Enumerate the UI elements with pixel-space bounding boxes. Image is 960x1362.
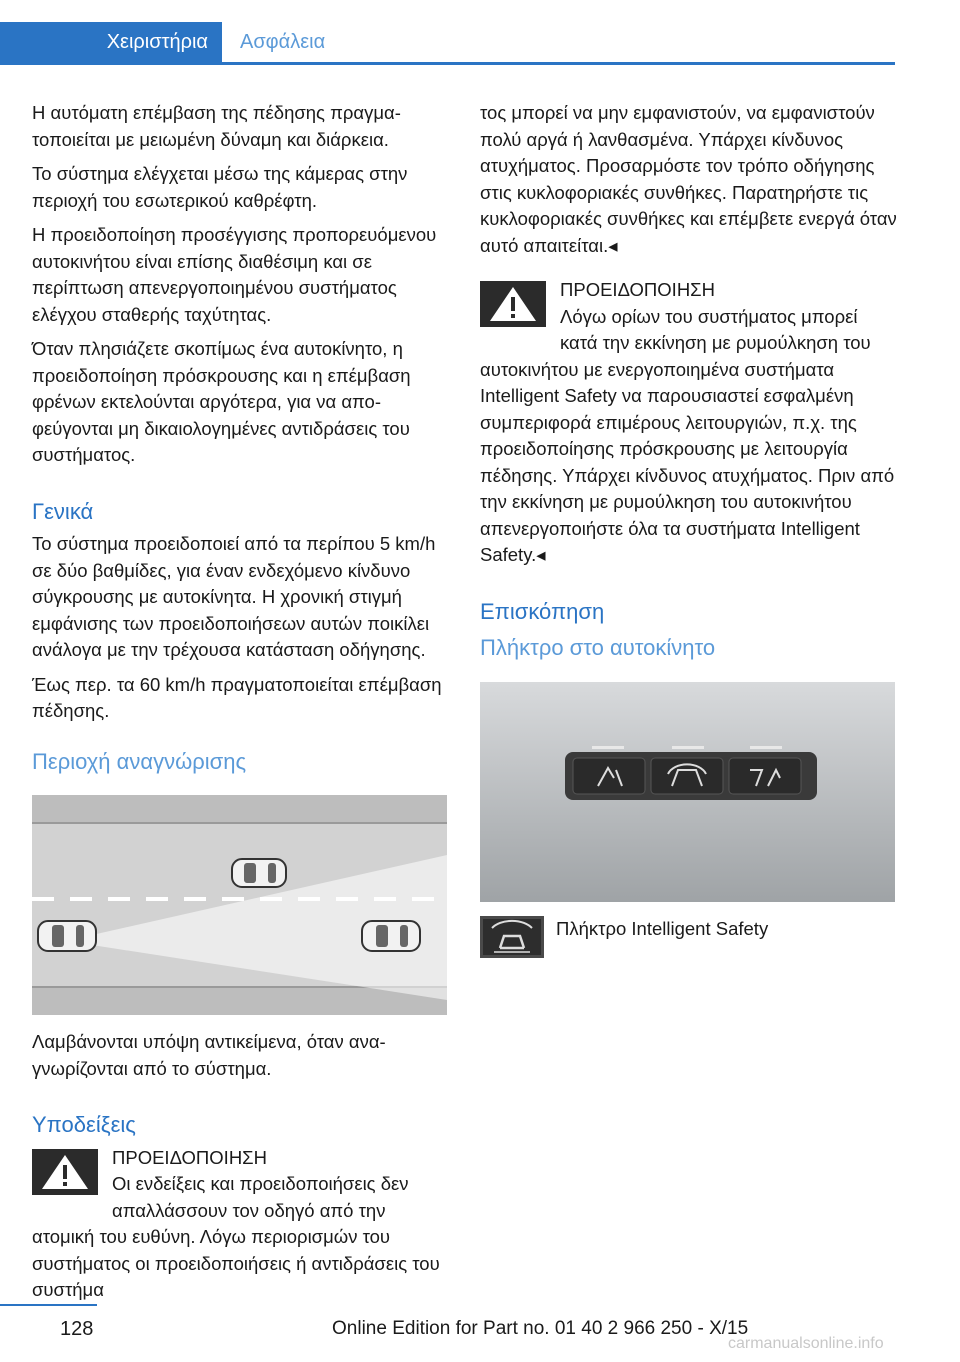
warning-block bbox=[32, 1145, 452, 1304]
legend-row bbox=[480, 916, 900, 958]
button-panel-photo bbox=[480, 682, 895, 902]
road-illustration bbox=[32, 795, 447, 1015]
paragraph: Το σύστημα ελέγχεται μέσω της κάμερας στην περιοχή του εσωτερικού καθρέφτη. bbox=[32, 163, 408, 211]
paragraph: Όταν πλησιάζετε σκοπίμως ένα αυτοκίνητο, η προειδοποίηση πρόσκρουσης και η επέμβαση φρένων εκτελούνται αργότερα, για να αποφεύγονται μη δικαιολογημένες αντιδράσεις του συστήματος. bbox=[32, 338, 411, 465]
paragraph: Το σύστημα προειδοποιεί από τα περίπου 5 km/h σε δύο βαθμίδες, για έναν ενδεχόμενο κίνδυνο σύγκρουσης με αυτοκίνητα. Η χρονική στιγμή εμφάνισης των προειδοποιήσεων αυτών ποικίλει ανάλογα με την τρέχουσα κατάσταση οδήγησης. bbox=[32, 533, 436, 660]
heading-detection-area: Περιοχή αναγνώρισης bbox=[32, 748, 247, 774]
intelligent-safety-button-icon bbox=[480, 916, 544, 958]
button-panel-illustration bbox=[480, 682, 895, 902]
car-icon bbox=[232, 859, 286, 887]
warning-triangle-icon bbox=[32, 1149, 98, 1195]
warning-title: ΠΡΟΕΙΔΟΠΟΙΗΣΗ bbox=[560, 279, 715, 300]
tab-controls[interactable]: Χειριστήρια bbox=[0, 22, 222, 62]
paragraph: Η αυτόματη επέμβαση της πέδησης πραγματοποιείται με μειωμένη δύναμη και διάρκεια. bbox=[32, 102, 401, 150]
warning-text: Οι ενδείξεις και προειδοποιήσεις δεν απαλλάσσουν τον οδηγό από την ατομική του ευθύνη. Λόγω περιορισμών του συστήματος οι προειδοποιήσεις ή αντιδράσεις του συστήμα bbox=[32, 1173, 440, 1300]
warning-title: ΠΡΟΕΙΔΟΠΟΙΗΣΗ bbox=[112, 1146, 267, 1168]
heading-button-in-car: Πλήκτρο στο αυτοκίνητο bbox=[480, 635, 716, 660]
paragraph: τος μπορεί να μην εμφανιστούν, να εμφανιστούν πολύ αργά ή λανθασμένα. Υπάρχει κίνδυνος ατυχήματος. Προσαρμόστε τον τρόπο οδήγησης στις κυκλοφοριακές συνθήκες. Παρατηρήστε τις κυκλοφοριακές συνθήκες και επέμβετε ενεργά όταν αυτό απαιτείται.◂ bbox=[480, 102, 897, 256]
car-icon bbox=[362, 921, 420, 951]
paragraph: Έως περ. τα 60 km/h πραγματοποιείται επέμβαση πέδησης. bbox=[32, 673, 442, 721]
header-tab-bar bbox=[0, 22, 895, 65]
heading-general: Γενικά bbox=[32, 498, 94, 524]
heading-notes: Υποδείξεις bbox=[32, 1112, 136, 1137]
page-number: 128 bbox=[60, 1318, 94, 1340]
warning-triangle-icon bbox=[480, 281, 546, 327]
detection-area-illustration bbox=[32, 795, 447, 1015]
left-column bbox=[32, 100, 452, 1304]
warning-text: Λόγω ορίων του συστήματος μπορεί κατά την εκκίνηση με ρυμούλκηση του αυτοκινήτου με ενεργοποιημένα συστήματα Intelligent Safety να παρουσιαστεί εσφαλμένη συμπεριφορά επιμέρους λειτουργιών, π.χ. της προειδοποίησης πρόσκρουσης με λειτουργία πέδησης. Υπάρχει κίνδυνος ατυχήματος. Πριν από την εκκίνηση με ρυμούλκηση του αυτοκινήτου απενεργοποιήστε όλα τα συστήματα Intelligent Safety.◂ bbox=[480, 305, 895, 565]
figure-caption: Λαμβάνονται υπόψη αντικείμενα, όταν αναγνωρίζονται από το σύστημα. bbox=[32, 1031, 386, 1079]
car-icon bbox=[38, 921, 96, 951]
footer-rule bbox=[0, 1304, 97, 1306]
warning-block bbox=[480, 277, 900, 569]
heading-overview: Επισκόπηση bbox=[480, 598, 605, 624]
right-column bbox=[480, 100, 900, 958]
tab-safety[interactable]: Ασφάλεια bbox=[240, 31, 326, 53]
legend-text: Πλήκτρο Intelligent Safety bbox=[556, 917, 769, 939]
paragraph: Η προειδοποίηση προσέγγισης προπορευόμενου αυτοκινήτου είναι επίσης διαθέσιμη και σε περίπτωση απενεργοποιημένου συστήματος ελέγχου σταθερής ταχύτητας. bbox=[32, 224, 437, 325]
watermark: carmanualsonline.info bbox=[728, 1335, 884, 1352]
edition-text: Online Edition for Part no. 01 40 2 966 250 - X/15 bbox=[332, 1318, 749, 1339]
